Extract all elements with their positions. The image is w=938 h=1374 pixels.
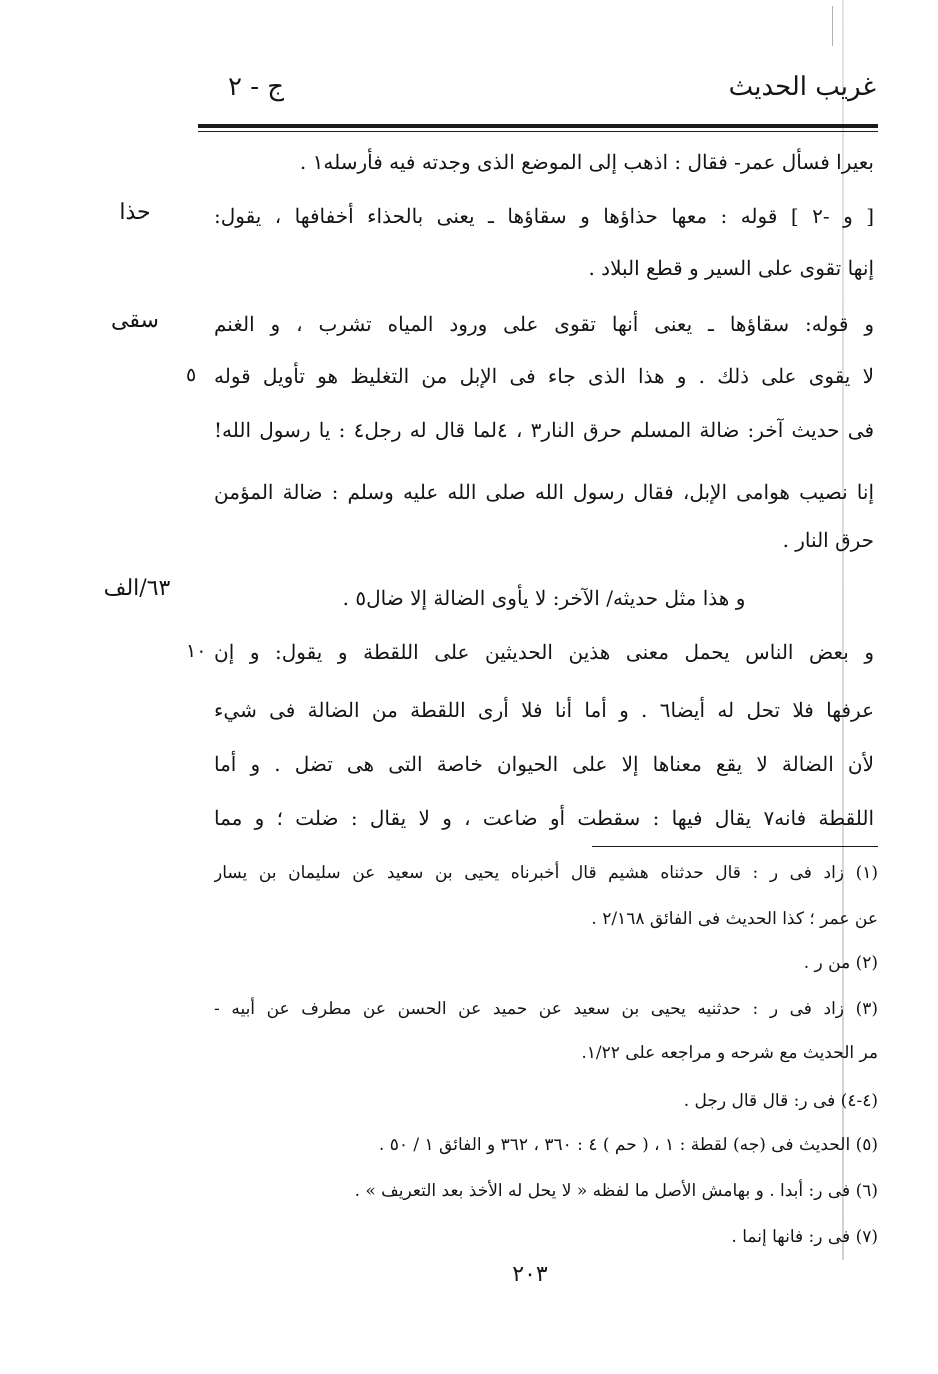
footnote-line: مر الحديث مع شرحه و مراجعه على ١/٢٢. <box>581 1043 878 1063</box>
footnote-line: (١) زاد فى ر : قال حدثناه هشيم قال أخبرناه يحيى بن سعيد عن سليمان بن يسار <box>214 863 878 883</box>
header-rule <box>198 124 878 128</box>
footnote-line: عن عمر ؛ كذا الحديث فى الفائق ٢/١٦٨ . <box>591 909 878 929</box>
body-line: إنها تقوى على السير و قطع البلاد . <box>588 256 874 280</box>
body-line: بعيرا فسأل عمر- فقال : اذهب إلى الموضع الذى وجدته فيه فأرسله١ . <box>299 150 874 174</box>
body-line: عرفها فلا تحل له أيضا٦ . و أما أنا فلا أرى اللقطة من الضالة فى شيء <box>214 698 874 722</box>
volume-label: ج - ٢ <box>228 72 285 102</box>
body-line: و هذا مثل حديثه/ الآخر: لا يأوى الضالة إلا ضال٥ . <box>342 586 746 610</box>
line-number: ١٠ <box>186 640 207 662</box>
scan-mark <box>832 6 833 46</box>
line-number: ٥ <box>186 364 197 386</box>
body-line: و قوله: سقاؤها ـ يعنى أنها تقوى على ورود المياه تشرب ، و الغنم <box>214 312 874 336</box>
body-line: اللقطة فانه٧ يقال فيها : سقطت أو ضاعت ، و لا يقال : ضلت ؛ و مما <box>214 806 874 830</box>
footnote-line: (٣) زاد فى ر : حدثنيه يحيى بن سعيد عن حميد عن الحسن عن مطرف عن أبيه - <box>214 999 878 1019</box>
folio-marker: ٦٣/الف <box>103 576 171 601</box>
body-line: حرق النار . <box>782 528 874 552</box>
footnote-line: (٥) الحديث فى (جه) لقطة : ١ ، ( حم ) ٤ : ٣٦٠ ، ٣٦٢ و الفائق ١ / ٥٠ . <box>378 1135 878 1155</box>
page-number: ٢٠٣ <box>512 1262 548 1287</box>
body-line: فى حديث آخر: ضالة المسلم حرق النار٣ ، ٤لما قال له رجل٤ : يا رسول الله! <box>214 418 874 442</box>
body-line: و بعض الناس يحمل معنى هذين الحديثين على اللقطة و يقول: و إن <box>214 640 874 664</box>
footnote-line: (٤-٤) فى ر: قال قال رجل . <box>683 1091 878 1111</box>
body-line: لأن الضالة لا يقع معناها إلا على الحيوان خاصة التى هى تضل . و أما <box>214 752 874 776</box>
margin-keyword: سقى <box>111 308 159 333</box>
margin-keyword: حذا <box>119 200 151 225</box>
footnote-line: (٧) فى ر: فانها إنما . <box>731 1227 878 1247</box>
footnote-line: (٢) من ر . <box>803 953 878 973</box>
body-line: إنا نصيب هوامى الإبل، فقال رسول الله صلى الله عليه وسلم : ضالة المؤمن <box>214 480 874 504</box>
body-line: [ و -٢ ] قوله : معها حذاؤها و سقاؤها ـ يعنى بالحذاء أخفافها ، يقول: <box>214 204 874 228</box>
footnote-line: (٦) فى ر: أبدا . و بهامش الأصل ما لفظه « لا يحل له الأخذ بعد التعريف » . <box>354 1181 878 1201</box>
footnote-rule <box>592 846 878 847</box>
running-title: غريب الحديث <box>728 72 876 102</box>
header-rule-thin <box>198 131 878 132</box>
body-line: لا يقوى على ذلك . و هذا الذى جاء فى الإبل من التغليظ هو تأويل قوله <box>214 364 874 388</box>
